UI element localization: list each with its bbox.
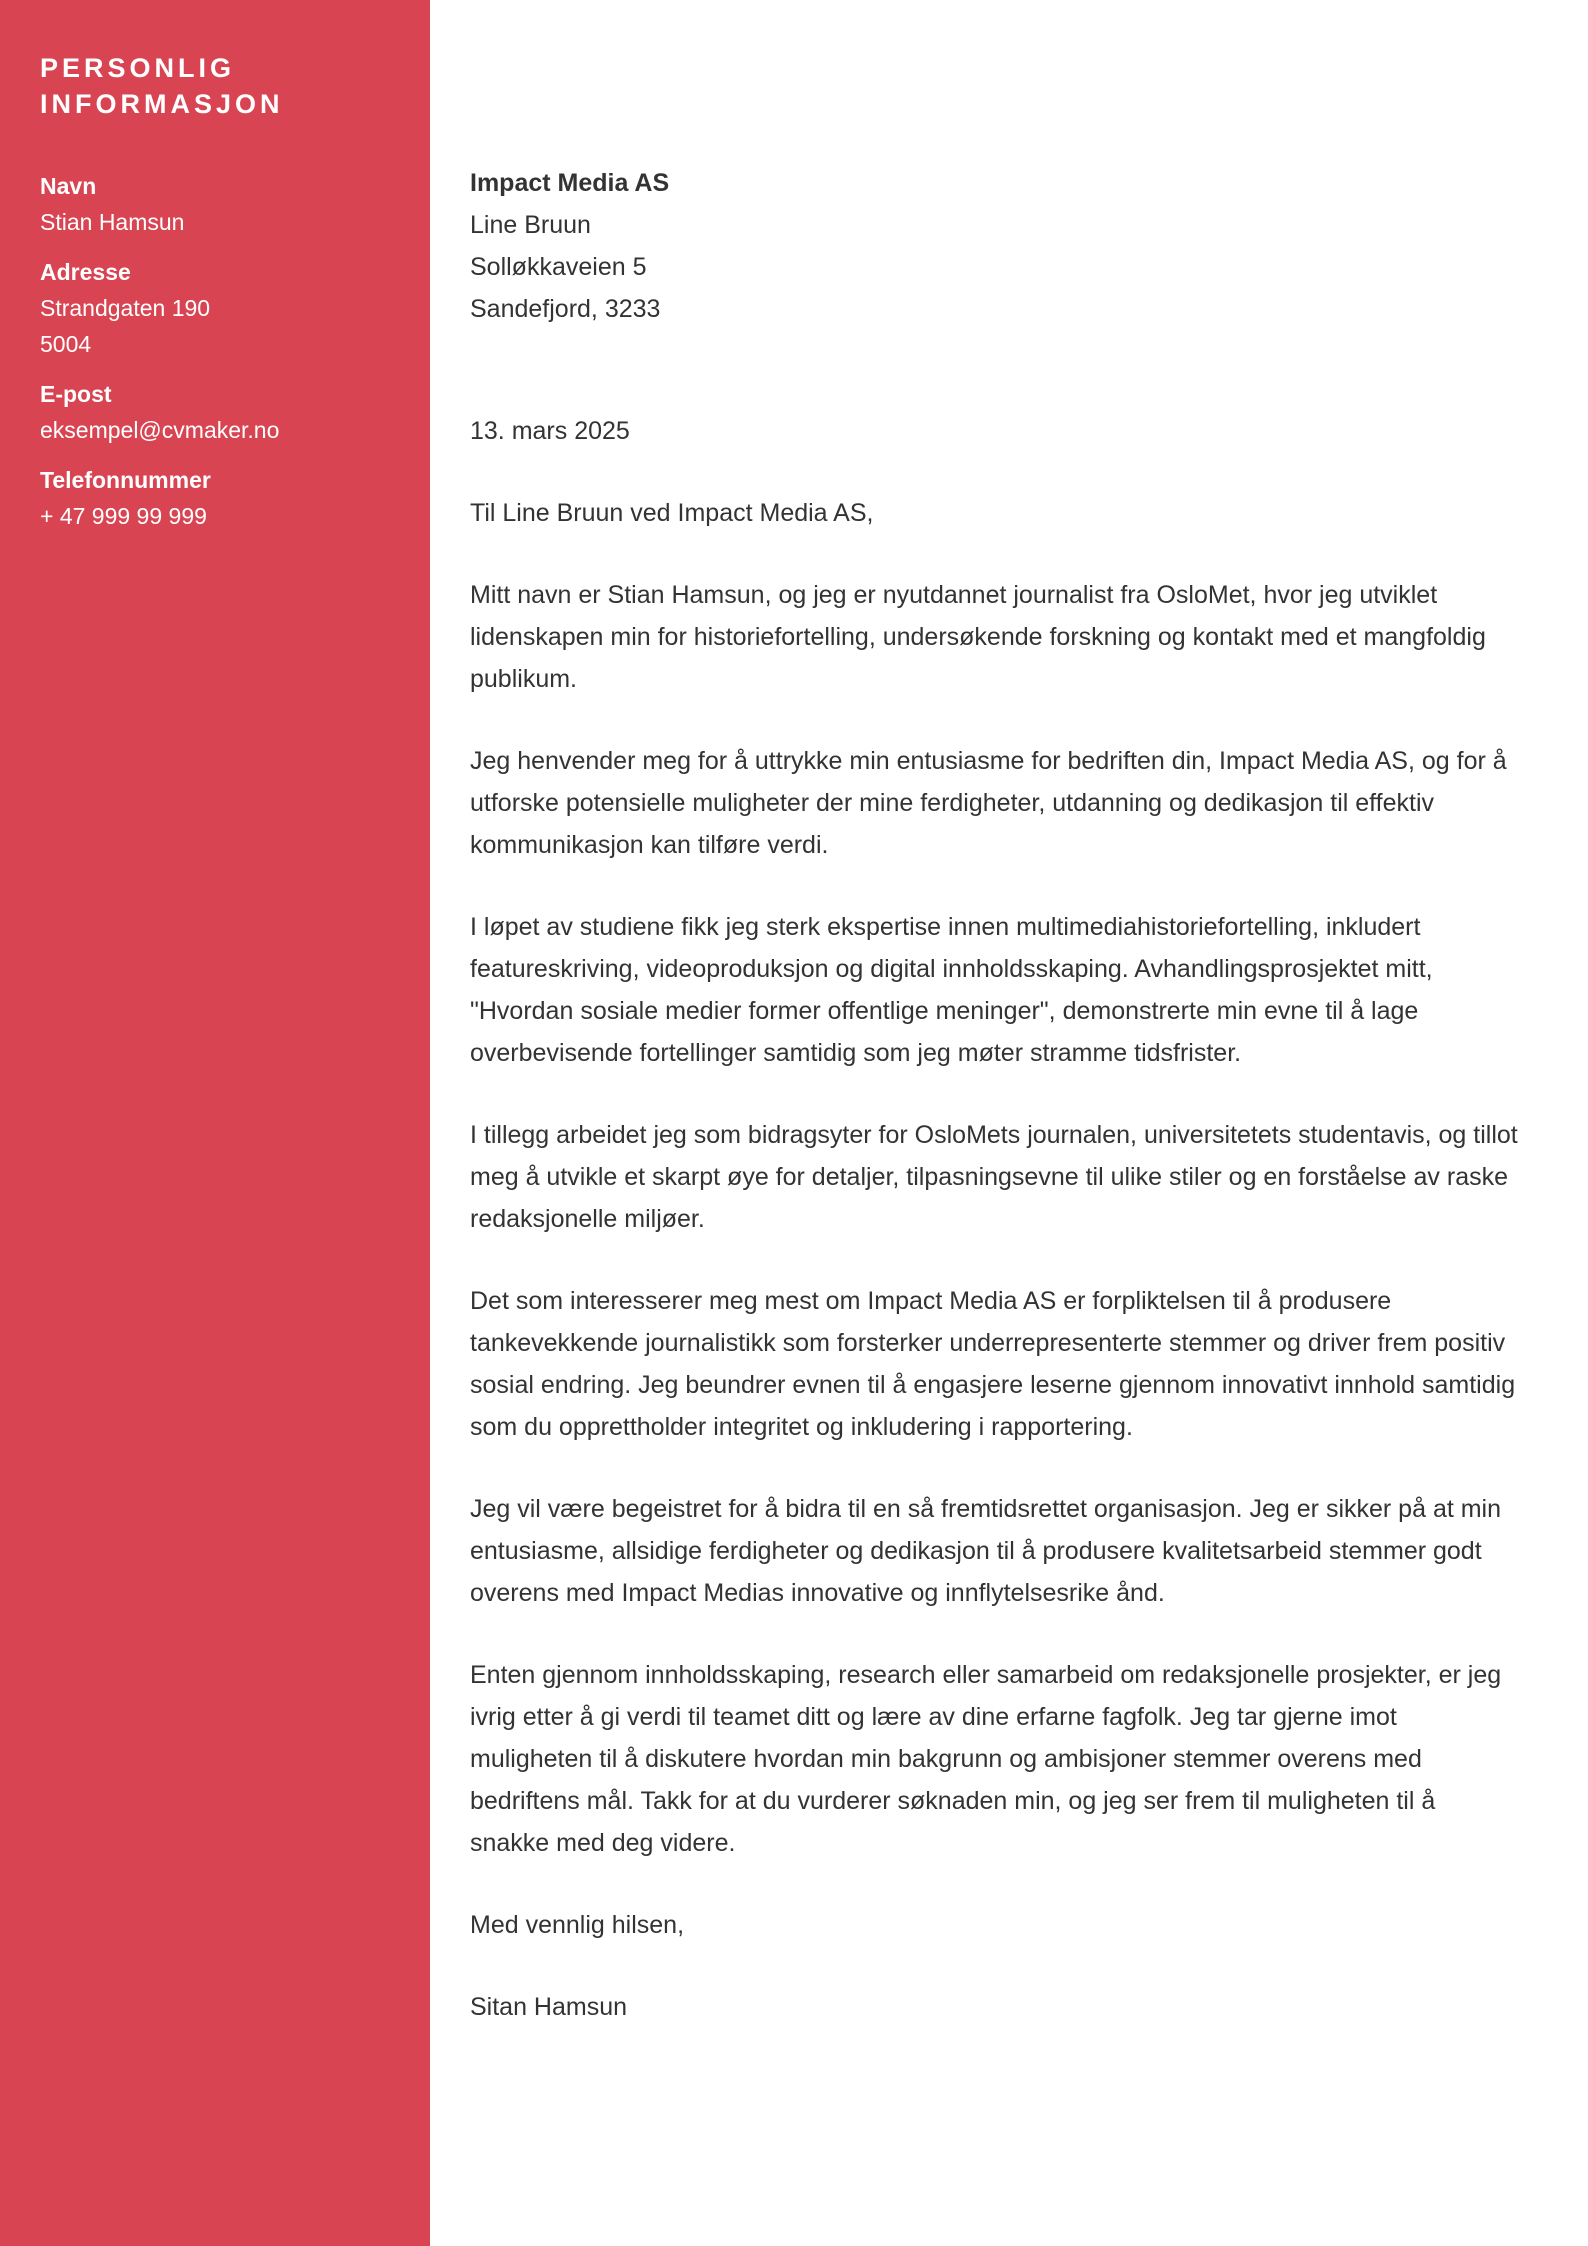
letter-paragraph: Mitt navn er Stian Hamsun, og jeg er nyutdannet journalist fra OsloMet, hvor jeg utviklet lidenskapen min for historiefortelling, undersøkende forskning og kontakt med et mangfoldig publikum. [470,581,1486,693]
letter-signature: Sitan Hamsun [470,1993,628,2021]
email-label: E-post [40,381,112,407]
phone-block [40,462,390,534]
personal-info-sidebar [0,0,430,2246]
letter-date: 13. mars 2025 [470,417,630,445]
phone-value: + 47 999 99 999 [40,503,207,529]
letter-paragraph: Jeg vil være begeistret for å bidra til en så fremtidsrettet organisasjon. Jeg er sikker på at min entusiasme, allsidige ferdigheter og dedikasjon til å produsere kvalitetsarbeid stemmer godt overens med Impact Medias innovative og innflytelsesrike ånd. [470,1495,1502,1607]
address-label: Adresse [40,259,131,285]
recipient-city: Sandefjord, 3233 [470,295,661,323]
recipient-company: Impact Media AS [470,169,670,197]
letter-paragraph: Det som interesserer meg mest om Impact Media AS er forpliktelsen til å produsere tankevekkende journalistikk som forsterker underrepresenterte stemmer og driver frem positiv sosial endring. Jeg beundrer evnen til å engasjere leserne gjennom innovativt innhold samtidig som du opprettholder integritet og inkludering i rapportering. [470,1287,1516,1441]
recipient-block [470,162,1520,330]
letter-paragraph: Jeg henvender meg for å uttrykke min entusiasme for bedriften din, Impact Media AS, og for å utforske potensielle muligheter der mine ferdigheter, utdanning og dedikasjon til effektiv kommunikasjon kan tilføre verdi. [470,747,1507,859]
recipient-contact: Line Bruun [470,211,591,239]
letter-paragraph: Enten gjennom innholdsskaping, research eller samarbeid om redaksjonelle prosjekter, er jeg ivrig etter å gi verdi til teamet ditt og lære av dine erfarne fagfolk. Jeg tar gjerne imot muligheten til å diskutere hvordan min bakgrunn og ambisjoner stemmer overens med bedriftens mål. Takk for at du vurderer søknaden min, og jeg ser frem til muligheten til å snakke med deg videre. [470,1661,1502,1857]
sidebar-title: PERSONLIG INFORMASJON [40,53,284,119]
letter-body [470,162,1520,2028]
letter-closing: Med vennlig hilsen, [470,1911,685,1939]
letter-paragraph: I løpet av studiene fikk jeg sterk ekspertise innen multimediahistoriefortelling, inkludert featureskriving, videoproduksjon og digital innholdsskaping. Avhandlingsprosjektet mitt, "Hvordan sosiale medier former offentlige meninger", demonstrerte min evne til å lage overbevisende fortellinger samtidig som jeg møter stramme tidsfrister. [470,913,1433,1067]
address-block [40,254,390,362]
letter-paragraph: I tillegg arbeidet jeg som bidragsyter for OsloMets journalen, universitetets studentavis, og tillot meg å utvikle et skarpt øye for detaljer, tilpasningsevne til ulike stiler og en forståelse av raske redaksjonelle miljøer. [470,1121,1518,1233]
name-block [40,168,390,240]
recipient-street: Solløkkaveien 5 [470,253,647,281]
name-label: Navn [40,173,97,199]
address-line-2: 5004 [40,331,92,357]
address-line-1: Strandgaten 190 [40,295,211,321]
letter-salutation: Til Line Bruun ved Impact Media AS, [470,499,874,527]
name-value: Stian Hamsun [40,209,185,235]
email-block [40,376,390,448]
email-value: eksempel@cvmaker.no [40,417,280,443]
phone-label: Telefonnummer [40,467,211,493]
